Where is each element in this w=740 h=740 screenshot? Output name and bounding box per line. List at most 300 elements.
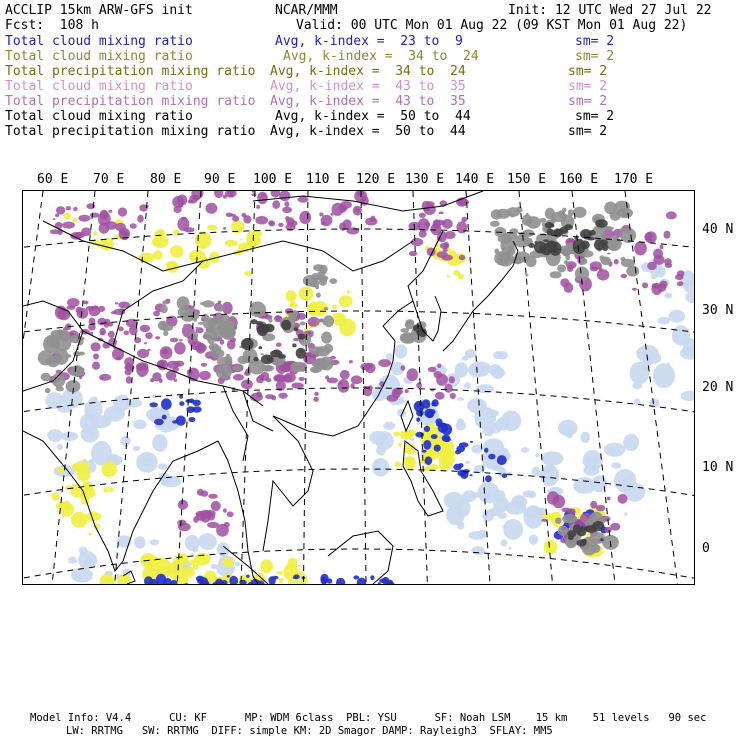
valid-time: Valid: 00 UTC Mon 01 Aug 22 (09 KST Mon 01 Aug 22) <box>296 18 688 33</box>
low-cloud-light-patch <box>585 456 599 464</box>
top-cloud-gray <box>311 331 314 334</box>
top-cloud-gray <box>514 252 530 262</box>
mid-cloud-patch <box>240 239 243 241</box>
low-cloud-light-patch <box>604 443 625 457</box>
upper-cloud-patch <box>174 361 185 367</box>
top-cloud-gray <box>558 526 568 537</box>
top-cloud-dark <box>550 223 555 227</box>
upper-cloud-patch <box>560 278 569 287</box>
top-cloud-dark <box>602 244 608 251</box>
low-cloud-light-patch <box>473 366 490 377</box>
upper-cloud-patch <box>664 231 671 239</box>
low-cloud-patch <box>176 416 186 426</box>
mid-cloud-patch <box>290 570 293 572</box>
upper-cloud-patch <box>677 281 683 286</box>
mid-cloud-patch <box>260 559 272 573</box>
top-cloud-gray <box>198 322 204 325</box>
low-cloud-light-patch <box>489 364 501 376</box>
upper-cloud-patch <box>434 371 442 378</box>
top-cloud-gray <box>564 260 568 264</box>
upper-cloud-patch <box>140 375 143 377</box>
low-cloud-light-patch <box>523 490 535 497</box>
low-cloud-patch <box>459 442 469 447</box>
upper-cloud-patch <box>596 505 605 512</box>
mid-cloud-patch <box>64 212 71 219</box>
low-cloud-light-patch <box>394 344 407 359</box>
low-cloud-light-patch <box>133 419 146 429</box>
low-cloud-light-patch <box>444 492 464 509</box>
low-cloud-patch <box>188 417 195 422</box>
upper-cloud-patch <box>145 332 153 339</box>
top-cloud-gray <box>60 330 70 342</box>
upper-cloud-patch <box>173 206 181 213</box>
top-cloud-gray <box>195 327 198 329</box>
low-cloud-patch <box>455 450 461 455</box>
top-cloud-gray <box>249 302 266 318</box>
top-cloud-gray <box>539 218 546 223</box>
upper-cloud-patch <box>590 261 602 269</box>
upper-cloud-patch <box>259 374 265 380</box>
mid-cloud-patch <box>167 567 170 571</box>
mid-cloud-patch <box>59 502 74 516</box>
top-cloud-gray <box>308 346 323 354</box>
upper-cloud-patch <box>435 392 445 400</box>
top-cloud-gray <box>316 275 328 281</box>
low-cloud-light-patch <box>462 356 468 361</box>
upper-cloud-patch <box>642 282 648 288</box>
low-cloud-light-patch <box>623 434 639 451</box>
low-cloud-patch <box>353 575 359 579</box>
upper-cloud-patch <box>339 382 343 385</box>
top-cloud-dark <box>256 321 263 325</box>
mid-cloud-patch <box>88 532 91 536</box>
top-cloud-gray <box>162 300 167 305</box>
top-cloud-dark <box>539 245 546 251</box>
top-cloud-dark <box>573 524 581 533</box>
upper-cloud-patch <box>206 513 215 521</box>
upper-cloud-patch <box>660 245 664 249</box>
mid-cloud-patch <box>222 557 234 567</box>
low-cloud-light-patch <box>376 446 386 456</box>
top-cloud-dark <box>281 320 291 331</box>
upper-cloud-patch <box>437 251 448 258</box>
top-cloud-gray <box>316 292 321 297</box>
low-cloud-patch <box>327 578 333 583</box>
low-cloud-patch <box>162 415 167 420</box>
low-cloud-light-patch <box>501 411 521 432</box>
latitude-label: 10 N <box>702 460 734 475</box>
top-cloud-gray <box>557 264 566 272</box>
mid-cloud-patch <box>453 270 460 276</box>
mid-cloud-patch <box>423 467 430 471</box>
upper-cloud-patch <box>67 298 80 307</box>
upper-cloud-patch <box>343 207 347 211</box>
upper-cloud-patch <box>437 364 441 369</box>
low-cloud-light-patch <box>535 454 540 457</box>
top-cloud-gray <box>202 300 214 307</box>
legend-field-name: Total cloud mixing ratio <box>5 49 193 64</box>
top-cloud-dark <box>259 346 263 349</box>
parallel-line <box>23 311 694 333</box>
upper-cloud-patch <box>298 196 309 202</box>
mid-cloud-patch <box>139 253 155 263</box>
upper-cloud-patch <box>607 497 611 501</box>
upper-cloud-patch <box>90 213 100 218</box>
upper-cloud-patch <box>339 222 346 230</box>
upper-cloud-patch <box>223 227 226 230</box>
top-cloud-dark <box>292 343 297 347</box>
legend-k-index: Avg, k-index = 50 to 44 <box>270 124 466 139</box>
legend-smoothing: sm= 2 <box>575 109 615 124</box>
low-cloud-light-patch <box>669 310 686 323</box>
top-cloud-gray <box>261 353 264 355</box>
upper-cloud-patch <box>233 374 244 381</box>
top-cloud-gray <box>621 259 635 267</box>
low-cloud-light-patch <box>457 521 464 530</box>
top-cloud-gray <box>190 331 198 338</box>
upper-cloud-patch <box>416 382 422 388</box>
top-cloud-dark <box>600 538 603 541</box>
mid-cloud-patch <box>394 461 400 467</box>
top-cloud-gray <box>66 354 71 358</box>
longitude-label: 130 E <box>405 172 445 187</box>
upper-cloud-patch <box>459 255 465 260</box>
mid-cloud-patch <box>439 451 455 467</box>
upper-cloud-patch <box>174 379 178 382</box>
longitude-label: 150 E <box>507 172 547 187</box>
upper-cloud-patch <box>590 501 597 509</box>
upper-cloud-patch <box>325 375 329 379</box>
upper-cloud-patch <box>200 490 208 496</box>
low-cloud-light-patch <box>152 434 167 452</box>
top-cloud-gray <box>43 335 60 354</box>
mid-cloud-patch <box>101 461 117 477</box>
mid-cloud-patch <box>51 493 59 501</box>
low-cloud-patch <box>425 456 433 465</box>
longitude-label: 90 E <box>204 172 236 187</box>
low-cloud-patch <box>382 577 389 584</box>
low-cloud-patch <box>415 432 424 438</box>
low-cloud-light-patch <box>667 363 670 365</box>
mid-cloud-patch <box>166 261 176 268</box>
low-cloud-light-patch <box>456 421 467 431</box>
upper-cloud-patch <box>282 207 292 213</box>
mid-cloud-patch <box>445 442 454 450</box>
low-cloud-light-patch <box>664 293 672 299</box>
top-cloud-gray <box>46 358 54 364</box>
top-cloud-gray <box>238 356 249 364</box>
upper-cloud-patch <box>666 211 677 219</box>
mid-cloud-patch <box>400 430 413 440</box>
low-cloud-light-patch <box>483 426 494 436</box>
top-cloud-dark <box>581 527 588 532</box>
upper-cloud-patch <box>89 306 101 316</box>
mid-cloud-patch <box>153 235 169 248</box>
upper-cloud-patch <box>218 301 222 304</box>
low-cloud-light-patch <box>476 384 494 393</box>
top-cloud-gray <box>545 208 555 219</box>
low-cloud-patch <box>435 418 442 425</box>
upper-cloud-patch <box>241 379 253 389</box>
legend-field-name: Total cloud mixing ratio <box>5 109 193 124</box>
upper-cloud-patch <box>605 527 612 533</box>
mid-cloud-patch <box>77 461 90 471</box>
top-cloud-gray <box>321 332 332 344</box>
upper-cloud-patch <box>634 241 647 255</box>
upper-cloud-patch <box>97 318 106 326</box>
top-cloud-gray <box>500 237 514 254</box>
upper-cloud-patch <box>351 375 363 384</box>
upper-cloud-patch <box>106 221 117 230</box>
upper-cloud-patch <box>201 363 207 367</box>
upper-cloud-patch <box>53 218 56 220</box>
low-cloud-light-patch <box>658 317 671 325</box>
upper-cloud-patch <box>644 232 653 242</box>
upper-cloud-patch <box>144 342 147 344</box>
mid-cloud-patch <box>147 556 160 571</box>
top-cloud-dark <box>300 350 303 353</box>
model-info-line2: LW: RRTMG SW: RRTMG DIFF: simple KM: 2D Smagor DAMP: Rayleigh3 SFLAY: MM5 <box>66 725 553 737</box>
upper-cloud-patch <box>657 283 666 291</box>
mid-cloud-patch <box>108 487 114 492</box>
mid-cloud-patch <box>287 558 297 569</box>
upper-cloud-patch <box>205 203 217 214</box>
mid-cloud-patch <box>189 559 200 566</box>
mid-cloud-patch <box>298 565 301 567</box>
top-cloud-gray <box>160 305 167 314</box>
longitude-label: 120 E <box>356 172 396 187</box>
low-cloud-light-patch <box>672 325 690 345</box>
upper-cloud-patch <box>181 217 187 220</box>
low-cloud-patch <box>179 401 184 406</box>
top-cloud-gray <box>268 318 272 323</box>
upper-cloud-patch <box>439 212 444 215</box>
mid-cloud-patch <box>72 218 78 222</box>
low-cloud-patch <box>422 450 427 453</box>
legend-k-index: Avg, k-index = 50 to 44 <box>275 109 471 124</box>
upper-cloud-patch <box>83 301 89 305</box>
top-cloud-gray <box>519 232 528 237</box>
low-cloud-patch <box>426 411 434 418</box>
upper-cloud-patch <box>541 519 547 522</box>
low-cloud-light-patch <box>464 382 471 388</box>
longitude-label: 100 E <box>253 172 293 187</box>
low-cloud-light-patch <box>611 462 621 469</box>
longitude-label: 160 E <box>559 172 599 187</box>
top-cloud-gray <box>183 324 187 328</box>
low-cloud-light-patch <box>497 351 508 359</box>
mid-cloud-patch <box>393 432 400 437</box>
upper-cloud-patch <box>211 501 221 511</box>
upper-cloud-patch <box>50 229 60 234</box>
upper-cloud-patch <box>278 393 287 399</box>
low-cloud-light-patch <box>627 473 633 480</box>
upper-cloud-patch <box>319 212 323 216</box>
mid-cloud-patch <box>288 580 292 584</box>
top-cloud-gray <box>78 352 85 356</box>
top-cloud-gray <box>604 202 616 215</box>
low-cloud-light-patch <box>680 347 694 360</box>
top-cloud-dark <box>241 338 254 350</box>
low-cloud-light-patch <box>235 562 241 567</box>
upper-cloud-patch <box>353 206 362 216</box>
top-cloud-gray <box>210 345 222 351</box>
low-cloud-light-patch <box>574 486 579 489</box>
top-cloud-gray <box>579 258 587 265</box>
upper-cloud-patch <box>456 221 467 233</box>
low-cloud-light-patch <box>529 535 539 545</box>
top-cloud-gray <box>562 208 567 213</box>
top-cloud-dark <box>548 242 552 244</box>
upper-cloud-patch <box>251 193 256 196</box>
upper-cloud-patch <box>177 520 186 526</box>
low-cloud-light-patch <box>501 539 507 547</box>
upper-cloud-patch <box>567 508 575 515</box>
upper-cloud-patch <box>291 383 303 389</box>
mid-cloud-patch <box>86 512 102 522</box>
upper-cloud-patch <box>136 362 149 371</box>
upper-cloud-patch <box>232 216 239 222</box>
upper-cloud-patch <box>170 338 179 343</box>
mid-cloud-patch <box>336 316 344 320</box>
low-cloud-patch <box>431 434 438 439</box>
low-cloud-light-patch <box>541 451 563 465</box>
low-cloud-patch <box>434 445 441 452</box>
top-cloud-gray <box>163 331 168 337</box>
top-cloud-dark <box>573 239 586 254</box>
top-cloud-gray <box>193 318 197 322</box>
upper-cloud-patch <box>409 251 417 256</box>
low-cloud-light-patch <box>618 477 636 490</box>
upper-cloud-patch <box>256 205 260 209</box>
upper-cloud-patch <box>91 342 101 351</box>
low-cloud-light-patch <box>133 446 141 451</box>
upper-cloud-patch <box>57 309 70 321</box>
low-cloud-light-patch <box>653 363 675 388</box>
top-cloud-gray <box>509 228 518 234</box>
upper-cloud-patch <box>347 227 360 234</box>
upper-cloud-patch <box>401 365 406 370</box>
low-cloud-patch <box>246 575 250 578</box>
low-cloud-patch <box>423 440 431 450</box>
upper-cloud-patch <box>266 378 272 382</box>
low-cloud-patch <box>416 418 420 422</box>
low-cloud-light-patch <box>474 407 496 430</box>
map-canvas <box>23 191 694 584</box>
top-cloud-gray <box>303 275 317 286</box>
top-cloud-gray <box>526 213 529 217</box>
low-cloud-light-patch <box>74 560 77 563</box>
forecast-hour: Fcst: 108 h <box>5 18 99 33</box>
top-cloud-gray <box>179 339 183 342</box>
low-cloud-light-patch <box>466 461 470 464</box>
top-cloud-gray <box>300 322 306 326</box>
top-cloud-dark <box>296 348 306 359</box>
low-cloud-light-patch <box>190 553 194 555</box>
low-cloud-patch <box>227 575 230 578</box>
upper-cloud-patch <box>428 367 437 372</box>
top-cloud-gray <box>323 315 334 327</box>
top-cloud-gray <box>592 539 597 543</box>
low-cloud-light-patch <box>508 547 511 550</box>
mid-cloud-patch <box>103 487 108 493</box>
mid-cloud-patch <box>447 275 450 278</box>
low-cloud-patch <box>470 474 473 476</box>
upper-cloud-patch <box>111 311 117 314</box>
top-cloud-gray <box>496 209 510 219</box>
top-cloud-dark <box>417 325 421 327</box>
legend-k-index: Avg, k-index = 43 to 35 <box>270 94 466 109</box>
upper-cloud-patch <box>313 397 319 402</box>
mid-cloud-patch <box>173 230 179 236</box>
upper-cloud-patch <box>288 220 297 227</box>
mid-cloud-patch <box>276 571 283 575</box>
upper-cloud-patch <box>214 191 223 198</box>
top-cloud-gray <box>525 274 528 277</box>
upper-cloud-patch <box>378 359 391 367</box>
upper-cloud-patch <box>126 376 132 383</box>
top-cloud-gray <box>568 209 574 216</box>
upper-cloud-patch <box>160 346 173 359</box>
upper-cloud-patch <box>184 227 195 232</box>
low-cloud-light-patch <box>532 467 541 477</box>
top-cloud-gray <box>616 211 619 215</box>
low-cloud-light-patch <box>528 511 532 515</box>
mid-cloud-patch <box>93 231 97 236</box>
low-cloud-light-patch <box>482 510 494 522</box>
model-title: ACCLIP 15km ARW-GFS init <box>5 3 193 18</box>
mid-cloud-patch <box>279 578 284 583</box>
upper-cloud-patch <box>653 249 663 260</box>
upper-cloud-patch <box>431 223 442 235</box>
upper-cloud-patch <box>63 222 75 229</box>
upper-cloud-patch <box>208 494 218 499</box>
upper-cloud-patch <box>257 192 268 205</box>
upper-cloud-patch <box>365 218 377 226</box>
top-cloud-gray <box>400 328 409 333</box>
top-cloud-dark <box>261 355 274 365</box>
low-cloud-patch <box>485 475 492 482</box>
upper-cloud-patch <box>108 210 112 213</box>
low-cloud-patch <box>484 448 488 453</box>
top-cloud-dark <box>535 241 538 244</box>
legend-field-name: Total precipitation mixing ratio <box>5 124 256 139</box>
upper-cloud-patch <box>124 331 130 336</box>
top-cloud-gray <box>160 324 173 331</box>
top-cloud-gray <box>324 344 334 353</box>
upper-cloud-patch <box>443 242 449 249</box>
upper-cloud-patch <box>632 288 637 291</box>
low-cloud-light-patch <box>158 463 168 469</box>
low-cloud-light-patch <box>624 512 627 515</box>
low-cloud-light-patch <box>493 496 509 513</box>
longitude-label: 80 E <box>150 172 182 187</box>
upper-cloud-patch <box>422 201 431 212</box>
upper-cloud-patch <box>99 374 111 381</box>
upper-cloud-patch <box>216 524 229 537</box>
upper-cloud-patch <box>607 253 610 255</box>
top-cloud-gray <box>71 365 83 376</box>
upper-cloud-patch <box>314 392 319 396</box>
low-cloud-light-patch <box>80 413 99 431</box>
mid-cloud-patch <box>225 240 238 247</box>
low-cloud-patch <box>432 399 439 407</box>
top-cloud-gray <box>41 373 51 382</box>
mid-cloud-patch <box>289 304 294 307</box>
upper-cloud-patch <box>567 265 573 272</box>
mid-cloud-patch <box>404 457 413 463</box>
legend-field-name: Total precipitation mixing ratio <box>5 64 256 79</box>
